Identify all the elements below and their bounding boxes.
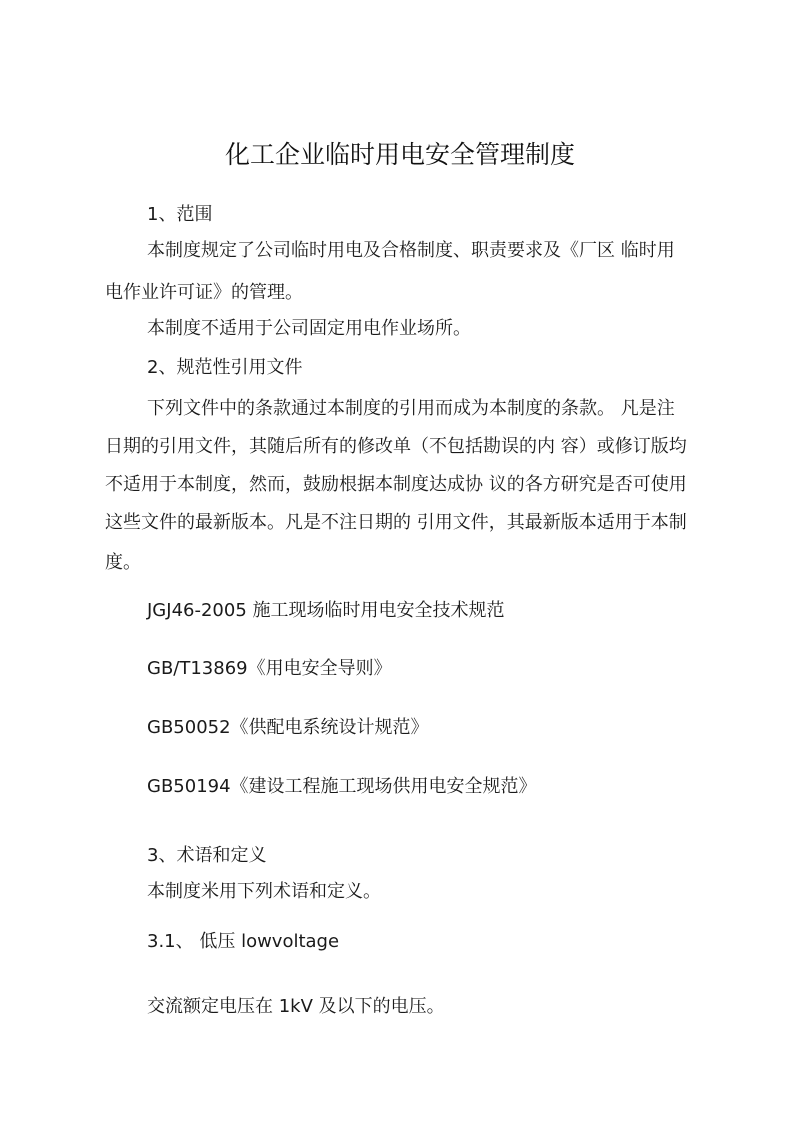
paragraph-line: 不适用于本制度，然而，鼓励根据本制度达成协 议的各方研究是否可使用: [105, 474, 687, 495]
paragraph-line: 本制度米用下列术语和定义。: [147, 881, 381, 902]
paragraph-line: 度。: [105, 552, 141, 573]
reference-item: GB50194《建设工程施工现场供用电安全规范》: [147, 776, 537, 797]
paragraph-line: 这些文件的最新版本。凡是不注日期的 引用文件，其最新版本适用于本制: [105, 512, 687, 533]
paragraph-line: 下列文件中的条款通过本制度的引用而成为本制度的条款。 凡是注: [147, 398, 675, 419]
reference-item: GB50052《供配电系统设计规范》: [147, 717, 429, 738]
document-title: 化工企业临时用电安全管理制度: [224, 140, 575, 169]
reference-item: GB/T13869《用电安全导则》: [147, 658, 392, 679]
paragraph-line: 本制度不适用于公司固定用电作业场所。: [147, 318, 471, 339]
reference-item: JGJ46-2005 施工现场临时用电安全技术规范: [147, 600, 505, 621]
paragraph-line: 交流额定电压在 1kV 及以下的电压。: [147, 996, 445, 1017]
paragraph-line: 电作业许可证》的管理。: [105, 282, 303, 303]
paragraph-line: 日期的引用文件，其随后所有的修改单（不包括勘误的内 容）或修订版均: [105, 436, 687, 457]
paragraph-line: 本制度规定了公司临时用电及合格制度、职责要求及《厂区 临时用: [147, 240, 675, 261]
section-heading: 2、规范性引用文件: [147, 357, 303, 378]
section-heading: 1、范围: [147, 204, 213, 225]
subsection-heading: 3.1、 低压 lowvoltage: [147, 931, 340, 952]
section-heading: 3、术语和定义: [147, 845, 267, 866]
